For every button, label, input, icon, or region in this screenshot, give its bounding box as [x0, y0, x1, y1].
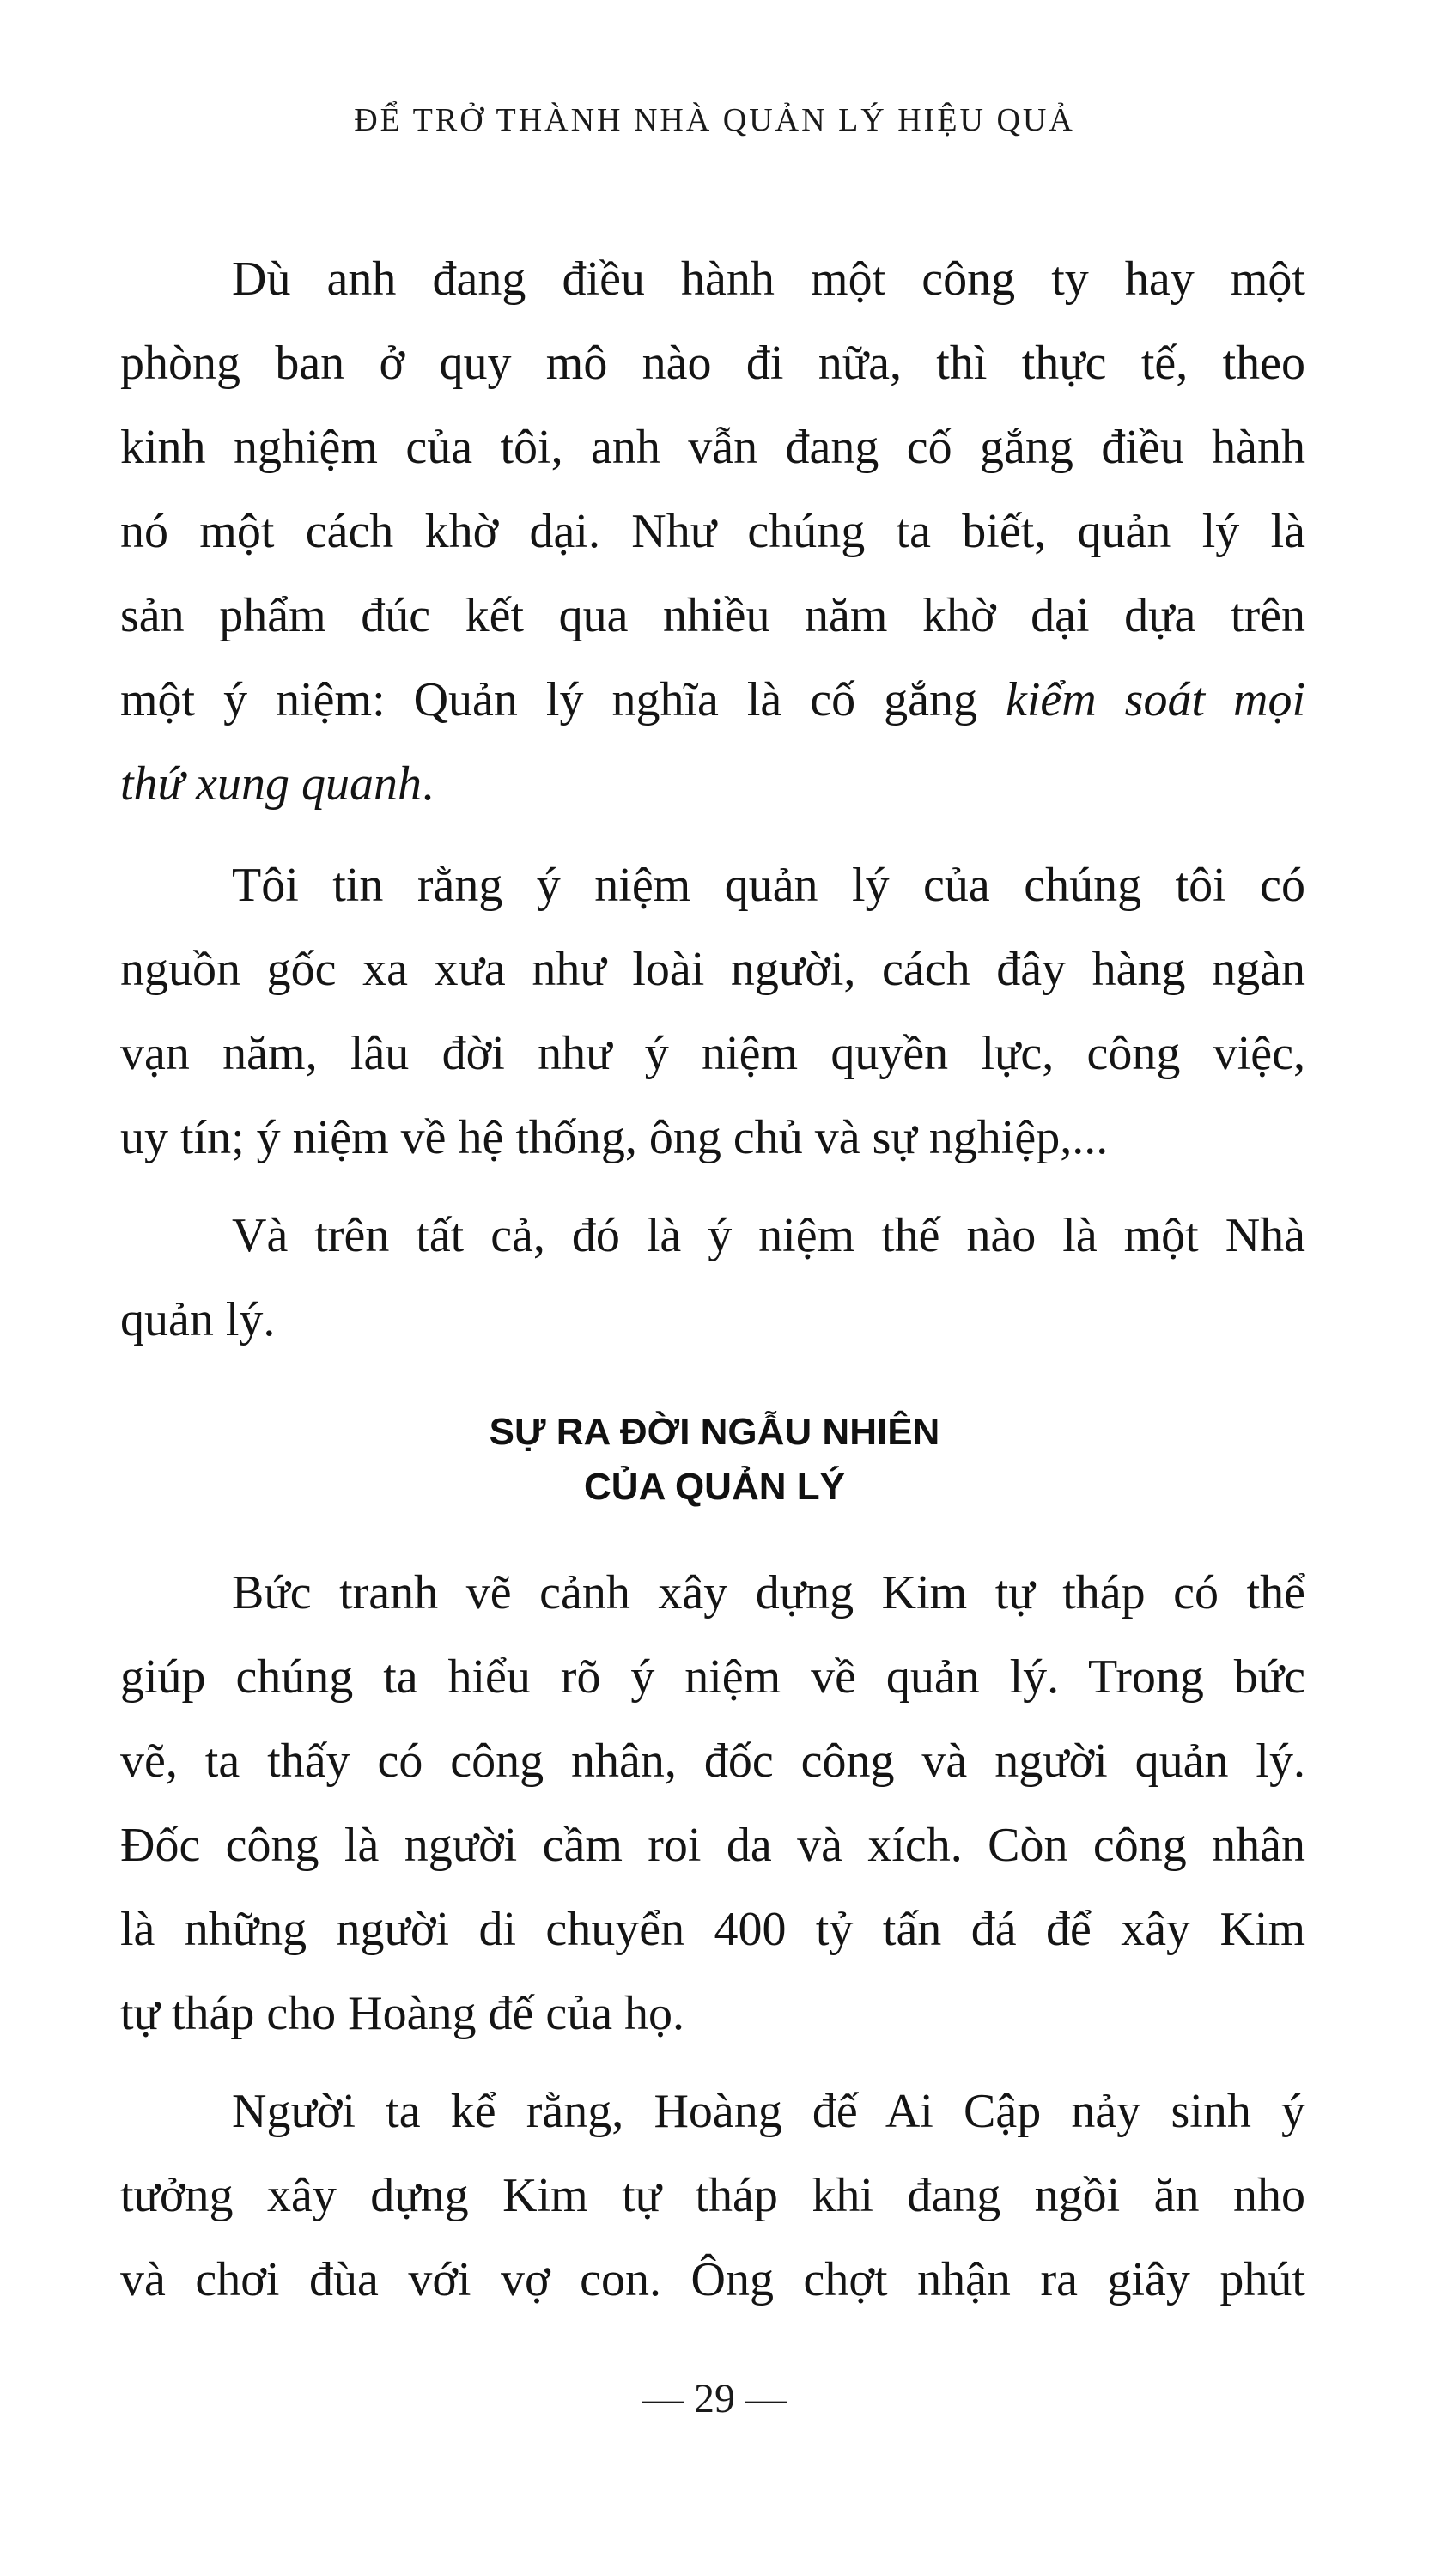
text-line: phòng ban ở quy mô nào đi nữa, thì thực tế, theo: [120, 337, 1305, 390]
text-line: Dù anh đang điều hành một công ty hay một: [232, 252, 1305, 306]
text-line: vẽ, ta thấy có công nhân, đốc công và người quản lý.: [120, 1735, 1305, 1788]
emphasis-text: kiểm soát mọi: [1005, 673, 1306, 726]
paragraph-5: [120, 2069, 1305, 2322]
paragraph-1: [120, 237, 1305, 826]
text-line: nó một cách khờ dại. Như chúng ta biết, quản lý là: [120, 505, 1305, 558]
text-line: Bức tranh vẽ cảnh xây dựng Kim tự tháp có thể: [232, 1566, 1305, 1619]
text-line: nguồn gốc xa xưa như loài người, cách đây hàng ngàn: [120, 943, 1305, 996]
text-line: Tôi tin rằng ý niệm quản lý của chúng tôi có: [232, 859, 1305, 912]
paragraph-2: [120, 843, 1305, 1180]
text-run: .: [421, 757, 434, 811]
text-line: vạn năm, lâu đời như ý niệm quyền lực, công việc,: [120, 1027, 1305, 1080]
text-line: Đốc công là người cầm roi da và xích. Còn công nhân: [120, 1819, 1305, 1872]
text-line: và chơi đùa với vợ con. Ông chợt nhận ra giây phút: [120, 2253, 1305, 2306]
section-heading: [0, 1405, 1429, 1515]
text-line: kinh nghiệm của tôi, anh vẫn đang cố gắng điều hành: [120, 421, 1305, 474]
page-number: — 29 —: [642, 2376, 787, 2421]
paragraph-4: [120, 1551, 1305, 2056]
emphasis-text: thứ xung quanh: [120, 757, 422, 811]
text-line-mixed: [120, 742, 1305, 826]
text-line: Và trên tất cả, đó là ý niệm thế nào là một Nhà: [232, 1209, 1305, 1262]
text-run: một ý niệm: Quản lý nghĩa là cố gắng: [120, 673, 1006, 726]
text-line: là những người di chuyển 400 tỷ tấn đá để xây Kim: [120, 1903, 1305, 1956]
section-heading-line: SỰ RA ĐỜI NGẪU NHIÊN: [489, 1411, 940, 1453]
text-line: sản phẩm đúc kết qua nhiều năm khờ dại dựa trên: [120, 589, 1305, 642]
text-line: tưởng xây dựng Kim tự tháp khi đang ngồi ăn nho: [120, 2169, 1305, 2222]
section-heading-line: CỦA QUẢN LÝ: [584, 1466, 845, 1508]
text-line-mixed: [120, 658, 1305, 742]
text-line: giúp chúng ta hiểu rõ ý niệm về quản lý. Trong bức: [120, 1650, 1305, 1704]
text-line: Người ta kể rằng, Hoàng đế Ai Cập nảy sinh ý: [232, 2085, 1305, 2138]
paragraph-3: [120, 1194, 1305, 1362]
text-line: quản lý.: [120, 1293, 276, 1346]
text-line: uy tín; ý niệm về hệ thống, ông chủ và sự nghiệp,...: [120, 1111, 1109, 1164]
running-header: ĐỂ TRỞ THÀNH NHÀ QUẢN LÝ HIỆU QUẢ: [354, 102, 1075, 138]
text-line: tự tháp cho Hoàng đế của họ.: [120, 1987, 685, 2040]
